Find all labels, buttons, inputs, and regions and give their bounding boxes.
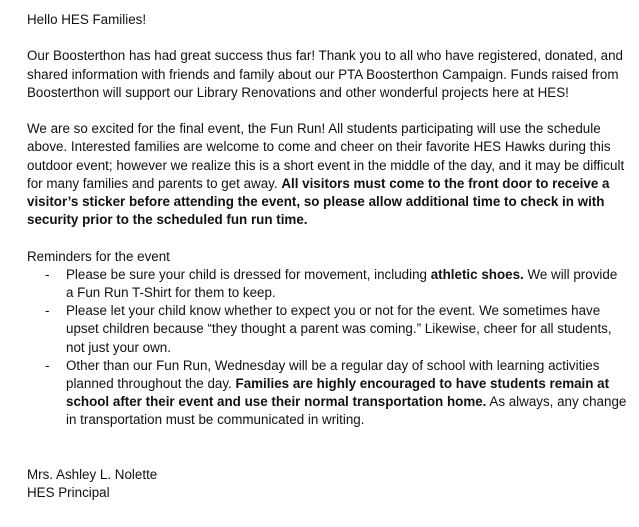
reminders-list <box>27 266 627 430</box>
list-item <box>27 266 627 302</box>
spacer <box>27 102 627 120</box>
spacer <box>27 229 627 247</box>
bullet-dash: - <box>45 266 50 282</box>
reminder-emphasis: Families are highly encouraged to have students remain at school after their event and use their normal transportation home. <box>66 376 610 410</box>
reminder-text: Other than our Fun Run, Wednesday will be a regular day of school with learning activities planned throughout the day. <box>66 357 600 392</box>
reminder-text: Please let your child know whether to expect you or not for the event. We sometimes have upset children because “they thought a parent was coming.” Likewise, cheer for all students, not just your own. <box>66 303 612 355</box>
reminders-heading: Reminders for the event <box>27 248 170 264</box>
reminder-emphasis: athletic shoes. <box>430 266 524 282</box>
letter <box>27 11 627 502</box>
list-item <box>27 302 627 357</box>
reminder-text-end: We will provide a Fun Run T-Shirt for them to keep. <box>66 266 618 300</box>
fun-run-text: We are so excited for the final event, the Fun Run! All students participating will use the schedule above. Interested families are welcome to come and cheer on their favorite HES Hawks during this outdoor event; however we realize this is a short event in the middle of the day, and it may be difficult for many families and parents to get away. <box>27 121 625 191</box>
reminder-text: Please be sure your child is dressed for movement, including <box>66 266 431 282</box>
bullet-dash: - <box>45 357 50 373</box>
reminder-text-end: As always, any change in transportation must be communicated in writing. <box>66 394 627 428</box>
spacer <box>27 29 627 47</box>
signature-name: Mrs. Ashley L. Nolette <box>27 467 158 483</box>
spacer <box>27 430 627 466</box>
paragraph-fun-run <box>27 120 627 229</box>
paragraph-campaign-thanks: Our Boosterthon has had great success thus far! Thank you to all who have registered, donated, and shared information with friends and family about our PTA Boosterthon Campaign. Funds raised from Boosterthon will support our Library Renovations and other wonderful projects here at HES! <box>27 48 624 100</box>
visitor-policy-text: All visitors must come to the front door to receive a visitor’s sticker before attending the event, so please allow additional time to check in with security prior to the scheduled fun run time. <box>27 175 610 228</box>
bullet-dash: - <box>45 303 50 319</box>
list-item <box>27 357 627 430</box>
signature-title: HES Principal <box>27 485 110 501</box>
greeting: Hello HES Families! <box>27 12 147 27</box>
